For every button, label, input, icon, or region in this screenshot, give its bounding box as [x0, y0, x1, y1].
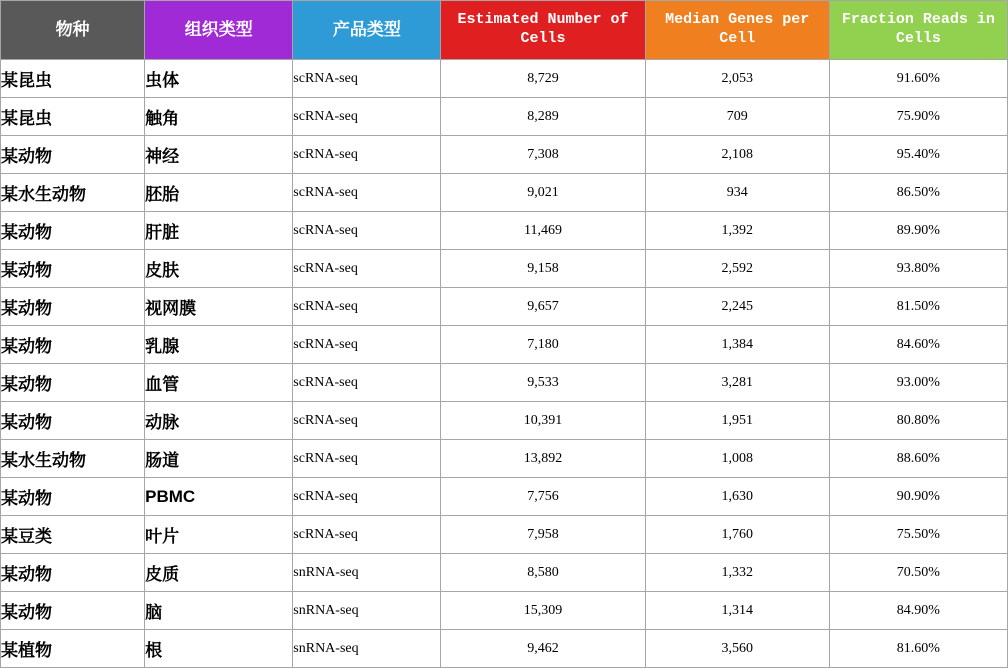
cell-tissue: 动脉: [145, 402, 293, 440]
cell-estimated-cells: 9,021: [441, 174, 645, 212]
cell-median-genes: 1,314: [645, 592, 829, 630]
cell-product: scRNA-seq: [293, 326, 441, 364]
cell-tissue: 肝脏: [145, 212, 293, 250]
cell-estimated-cells: 7,958: [441, 516, 645, 554]
cell-tissue: 触角: [145, 98, 293, 136]
cell-estimated-cells: 9,533: [441, 364, 645, 402]
column-header-species: 物种: [1, 1, 145, 60]
table-row: [1, 516, 1008, 554]
cell-median-genes: 1,760: [645, 516, 829, 554]
cell-tissue: 胚胎: [145, 174, 293, 212]
column-header-estimated-cells: Estimated Number of Cells: [441, 1, 645, 60]
cell-species: 某昆虫: [1, 98, 145, 136]
cell-median-genes: 3,560: [645, 630, 829, 668]
cell-estimated-cells: 9,158: [441, 250, 645, 288]
cell-median-genes: 2,053: [645, 60, 829, 98]
table-row: [1, 440, 1008, 478]
cell-species: 某动物: [1, 554, 145, 592]
cell-product: snRNA-seq: [293, 630, 441, 668]
cell-tissue: 神经: [145, 136, 293, 174]
table-row: [1, 288, 1008, 326]
cell-product: scRNA-seq: [293, 98, 441, 136]
cell-fraction-reads: 70.50%: [829, 554, 1007, 592]
cell-tissue: 乳腺: [145, 326, 293, 364]
cell-species: 某动物: [1, 402, 145, 440]
cell-species: 某动物: [1, 250, 145, 288]
cell-species: 某动物: [1, 478, 145, 516]
cell-product: scRNA-seq: [293, 516, 441, 554]
cell-tissue: 视网膜: [145, 288, 293, 326]
cell-estimated-cells: 15,309: [441, 592, 645, 630]
cell-fraction-reads: 80.80%: [829, 402, 1007, 440]
cell-estimated-cells: 8,580: [441, 554, 645, 592]
cell-fraction-reads: 95.40%: [829, 136, 1007, 174]
cell-product: scRNA-seq: [293, 174, 441, 212]
cell-fraction-reads: 81.50%: [829, 288, 1007, 326]
cell-median-genes: 1,332: [645, 554, 829, 592]
cell-species: 某动物: [1, 326, 145, 364]
cell-species: 某植物: [1, 630, 145, 668]
cell-median-genes: 1,008: [645, 440, 829, 478]
table-header-row: [1, 1, 1008, 60]
table-row: [1, 136, 1008, 174]
column-header-tissue: 组织类型: [145, 1, 293, 60]
column-header-product: 产品类型: [293, 1, 441, 60]
cell-estimated-cells: 10,391: [441, 402, 645, 440]
table-row: [1, 212, 1008, 250]
cell-species: 某豆类: [1, 516, 145, 554]
cell-fraction-reads: 89.90%: [829, 212, 1007, 250]
table-row: [1, 250, 1008, 288]
cell-median-genes: 1,392: [645, 212, 829, 250]
table-row: [1, 630, 1008, 668]
cell-species: 某动物: [1, 212, 145, 250]
table-row: [1, 326, 1008, 364]
cell-tissue: 肠道: [145, 440, 293, 478]
cell-tissue: 皮肤: [145, 250, 293, 288]
cell-fraction-reads: 90.90%: [829, 478, 1007, 516]
cell-fraction-reads: 81.60%: [829, 630, 1007, 668]
table-row: [1, 98, 1008, 136]
cell-species: 某动物: [1, 136, 145, 174]
cell-species: 某动物: [1, 592, 145, 630]
table-row: [1, 364, 1008, 402]
column-header-fraction-reads: Fraction Reads in Cells: [829, 1, 1007, 60]
table-row: [1, 60, 1008, 98]
cell-species: 某动物: [1, 288, 145, 326]
cell-product: scRNA-seq: [293, 402, 441, 440]
cell-estimated-cells: 13,892: [441, 440, 645, 478]
cell-estimated-cells: 7,180: [441, 326, 645, 364]
cell-fraction-reads: 91.60%: [829, 60, 1007, 98]
cell-product: scRNA-seq: [293, 60, 441, 98]
cell-median-genes: 934: [645, 174, 829, 212]
cell-product: snRNA-seq: [293, 554, 441, 592]
cell-median-genes: 1,630: [645, 478, 829, 516]
table-row: [1, 554, 1008, 592]
cell-product: scRNA-seq: [293, 440, 441, 478]
cell-tissue: PBMC: [145, 478, 293, 516]
cell-fraction-reads: 84.60%: [829, 326, 1007, 364]
cell-product: scRNA-seq: [293, 250, 441, 288]
table-row: [1, 478, 1008, 516]
cell-estimated-cells: 9,657: [441, 288, 645, 326]
cell-median-genes: 2,245: [645, 288, 829, 326]
cell-estimated-cells: 8,289: [441, 98, 645, 136]
cell-product: scRNA-seq: [293, 136, 441, 174]
table-row: [1, 402, 1008, 440]
cell-species: 某水生动物: [1, 440, 145, 478]
cell-product: snRNA-seq: [293, 592, 441, 630]
cell-species: 某水生动物: [1, 174, 145, 212]
cell-estimated-cells: 7,756: [441, 478, 645, 516]
cell-tissue: 血管: [145, 364, 293, 402]
cell-median-genes: 1,384: [645, 326, 829, 364]
table-body: [1, 60, 1008, 668]
cell-median-genes: 709: [645, 98, 829, 136]
cell-species: 某动物: [1, 364, 145, 402]
cell-median-genes: 3,281: [645, 364, 829, 402]
cell-species: 某昆虫: [1, 60, 145, 98]
cell-tissue: 叶片: [145, 516, 293, 554]
cell-product: scRNA-seq: [293, 478, 441, 516]
cell-product: scRNA-seq: [293, 288, 441, 326]
cell-estimated-cells: 11,469: [441, 212, 645, 250]
cell-tissue: 脑: [145, 592, 293, 630]
cell-fraction-reads: 93.00%: [829, 364, 1007, 402]
cell-median-genes: 2,592: [645, 250, 829, 288]
column-header-median-genes: Median Genes per Cell: [645, 1, 829, 60]
cell-product: scRNA-seq: [293, 212, 441, 250]
cell-fraction-reads: 93.80%: [829, 250, 1007, 288]
cell-median-genes: 1,951: [645, 402, 829, 440]
table-row: [1, 174, 1008, 212]
cell-estimated-cells: 7,308: [441, 136, 645, 174]
cell-product: scRNA-seq: [293, 364, 441, 402]
cell-fraction-reads: 88.60%: [829, 440, 1007, 478]
table-row: [1, 592, 1008, 630]
cell-tissue: 根: [145, 630, 293, 668]
cell-fraction-reads: 84.90%: [829, 592, 1007, 630]
cell-fraction-reads: 75.50%: [829, 516, 1007, 554]
cell-estimated-cells: 8,729: [441, 60, 645, 98]
cell-tissue: 虫体: [145, 60, 293, 98]
cell-fraction-reads: 86.50%: [829, 174, 1007, 212]
cell-estimated-cells: 9,462: [441, 630, 645, 668]
cell-median-genes: 2,108: [645, 136, 829, 174]
cell-tissue: 皮质: [145, 554, 293, 592]
cell-fraction-reads: 75.90%: [829, 98, 1007, 136]
